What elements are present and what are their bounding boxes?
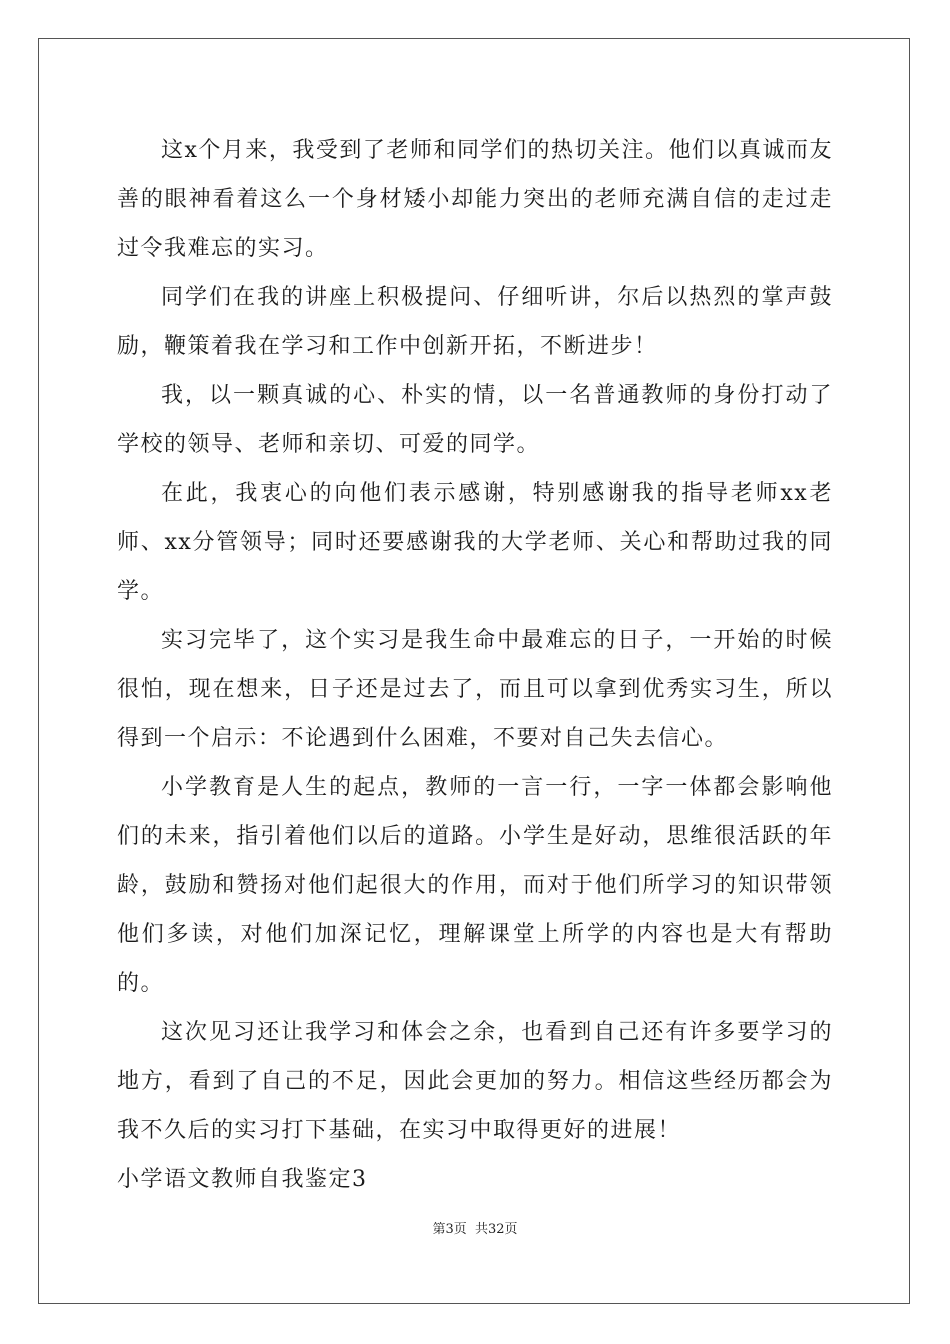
- paragraph-1: 这x个月来，我受到了老师和同学们的热切关注。他们以真诚而友善的眼神看着这么一个身材矮小却能力突出的老师充满自信的走过走过令我难忘的实习。: [117, 138, 833, 261]
- paragraph-2: 同学们在我的讲座上积极提问、仔细听讲，尔后以热烈的掌声鼓励，鞭策着我在学习和工作中创新开拓，不断进步！: [117, 285, 833, 359]
- paragraph-5: 实习完毕了，这个实习是我生命中最难忘的日子，一开始的时候很怕，现在想来，日子还是过去了，而且可以拿到优秀实习生，所以得到一个启示：不论遇到什么困难，不要对自己失去信心。: [117, 628, 833, 751]
- page-total: 共32页: [474, 1222, 518, 1237]
- page-footer: [0, 1218, 950, 1237]
- paragraph-3: 我，以一颗真诚的心、朴实的情，以一名普通教师的身份打动了学校的领导、老师和亲切、可爱的同学。: [117, 383, 833, 457]
- paragraph-4: 在此，我衷心的向他们表示感谢，特别感谢我的指导老师xx老师、xx分管领导；同时还要感谢我的大学老师、关心和帮助过我的同学。: [117, 481, 833, 604]
- paragraph-7: 这次见习还让我学习和体会之余，也看到自己还有许多要学习的地方，看到了自己的不足，因此会更加的努力。相信这些经历都会为我不久后的实习打下基础，在实习中取得更好的进展！: [117, 1020, 833, 1143]
- section-heading: 小学语文教师自我鉴定3: [117, 1167, 368, 1192]
- page-number: 第3页: [432, 1222, 467, 1237]
- document-body: [117, 126, 833, 1204]
- paragraph-6: 小学教育是人生的起点，教师的一言一行，一字一体都会影响他们的未来，指引着他们以后的道路。小学生是好动，思维很活跃的年龄，鼓励和赞扬对他们起很大的作用，而对于他们所学习的知识带领他们多读，对他们加深记忆，理解课堂上所学的内容也是大有帮助的。: [117, 775, 833, 996]
